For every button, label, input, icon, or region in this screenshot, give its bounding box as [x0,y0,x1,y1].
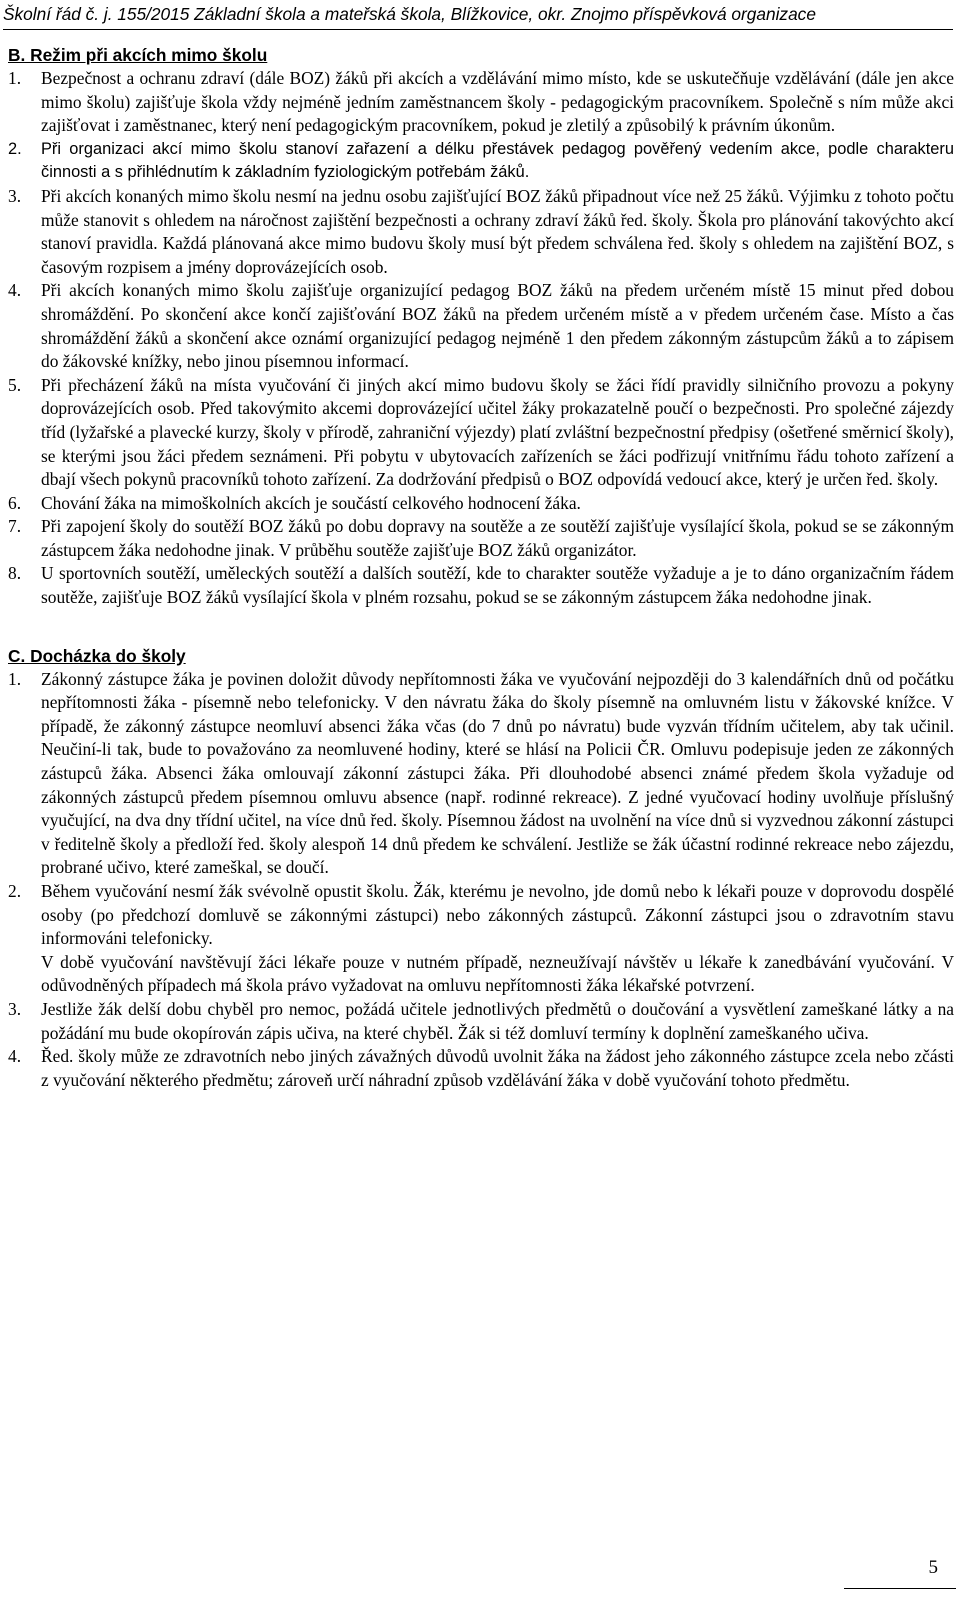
item-number: 2. [8,139,22,158]
item-text: Zákonný zástupce žáka je povinen doložit důvody nepřítomnosti žáka ve vyučování nejpozději do 3 kalendářních dnů od počátku nepřítomnosti žáka - písemně nebo telefonicky. V den návratu žáka do školy písemně na omluvném listu v žákovské knížce. V případě, že zákonný zástupce neomluví absenci žáka včas (do 7 dnů po návratu) bude vyzván třídním učitelem, aby tak učinil. Neučiní-li tak, bude to považováno za neomluvené hodiny, které se hlásí na Policii ČR. Omluvu podepisuje jeden ze zákonných zástupců žáka. Absenci žáka omlouvají zákonní zástupci žáka. Při dlouhodobé absenci známé předem škola vyžaduje od zákonných zástupců předem písemnou omluvu absence (např. rodinné rekreace). Z jedné vyučovací hodiny uvolňuje příslušný vyučující, na dva dny třídní učitel, na více dnů řed. školy. Písemnou žádost na uvolnění na více dnů si vyzvednou zákonní zástupci v ředitelně školy a předloží řed. školy alespoň 14 dnů předem ke schválení. Jestliže se žák účastní rodinné rekreace nebo zájezdu, probrané učivo, které zameškal, se doučí. [41,668,954,878]
item-text: Při organizaci akcí mimo školu stanoví zařazení a délku přestávek pedagog pověřený vedením akce, podle charakteru činnosti a s přihlédnutím k základním fyziologickým potřebám žáků. [41,139,954,182]
running-header: Školní řád č. j. 155/2015 Základní škola a mateřská škola, Blížkovice, okr. Znojmo příspěvková organizace [3,3,953,30]
item-number: 1. [8,668,22,689]
list-item [8,880,954,998]
list-item [8,492,954,516]
item-text: Chování žáka na mimoškolních akcích je součástí celkového hodnocení žáka. [41,492,581,513]
item-number: 3. [8,185,22,206]
section-c-list [8,668,954,1093]
item-number: 7. [8,516,22,537]
item-text: Řed. školy může ze zdravotních nebo jiných závažných důvodů uvolnit žáka na žádost jeho zákonného zástupce zcela nebo zčásti z vyučování některého předmětu; zároveň určí náhradní způsob vzdělávání žáka v době vyučování tohoto předmětu. [41,1046,954,1090]
item-number: 5. [8,374,22,395]
item-number: 4. [8,1046,22,1067]
item-text: Bezpečnost a ochranu zdraví (dále BOZ) žáků při akcích a vzdělávání mimo místo, kde se uskutečňuje vzdělávání (dále jen akce mimo školu) zajišťuje škola vždy nejméně jedním zaměstnancem školy - pedagogickým pracovníkem. Společně s ním může akci zajišťovat i zaměstnanec, který není pedagogickým pracovníkem, pokud je zletilý a způsobilý k právním úkonům. [41,68,954,136]
item-number: 6. [8,492,22,513]
list-item [8,1045,954,1092]
item-text: Při přecházení žáků na místa vyučování či jiných akcí mimo budovu školy se žáci řídí pravidly silničního provozu a pokyny doprovázejících osob. Před takovýmito akcemi doprovázející učitel žáky prokazatelně poučí o bezpečnosti. Pro společné zájezdy tříd (lyžařské a plavecké kurzy, školy v přírodě, zahraniční výjezdy) platí zvláštní bezpečnostní předpisy (ošetřené směrnicí školy), se kterými jsou žáci předem seznámeni. Při pobytu v ubytovacích zařízeních se žáci podřizují vnitřnímu řádu tohoto zařízení a dbají všech pokynů pracovníků tohoto zařízení. Za dodržování předpisů o BOZ odpovídá vedoucí akce, který je určen řed. školy. [41,374,954,490]
list-item [8,67,954,138]
item-number: 3. [8,998,22,1019]
section-b-title: B. Režim při akcích mimo školu [8,45,268,65]
page-number: 5 [928,1557,938,1578]
item-text: Během vyučování nesmí žák svévolně opustit školu. Žák, kterému je nevolno, jde domů nebo k lékaři pouze v doprovodu dospělé osoby (po předchozí domluvě se zákonnými zástupci) nebo zákonných zástupců. Zákonní zástupci jsou o zdravotním stavu informováni telefonicky. [41,881,954,949]
list-item [8,185,954,279]
item-text: Při akcích konaných mimo školu nesmí na jednu osobu zajišťující BOZ žáků připadnout více než 25 žáků. Výjimku z tohoto počtu může stanovit s ohledem na náročnost zajištění bezpečnosti a ochrany zdraví žáků řed. školy. Škola pro plánování takovýchto akcí stanoví pravidla. Každá plánovaná akce mimo budovu školy musí být předem schválena řed. školy s ohledem na zajištění BOZ, s časovým rozpisem a jmény doprovázejících osob. [41,185,954,277]
list-item [8,668,954,880]
list-item [8,374,954,492]
item-text: Při zapojení školy do soutěží BOZ žáků po dobu dopravy na soutěže a ze soutěží zajišťuje vysílající škola, pokud se se zákonným zástupcem žáka nedohodne jinak. V průběhu soutěže zajišťuje BOZ žáků organizátor. [41,516,954,560]
item-number: 4. [8,280,22,301]
item-text: Jestliže žák delší dobu chyběl pro nemoc, požádá učitele jednotlivých předmětů o doučování a vysvětlení zameškané látky a na požádání mu bude okopírován zápis učiva, na které chyběl. Žák si též domluví termíny k doplnění zameškaného učiva. [41,998,954,1043]
list-item [8,515,954,562]
list-item [8,562,954,609]
page-number-rule [844,1588,956,1589]
item-number: 1. [8,68,22,88]
section-b-list [8,67,954,610]
list-item [8,998,954,1045]
document-body [8,44,954,1092]
item-number: 8. [8,563,22,584]
item-text-continued: V době vyučování navštěvují žáci lékaře pouze v nutném případě, nezneužívají návštěv u lékaře k zanedbávání vyučování. V odůvodněných případech má škola právo vyžadovat na omluvu nepřítomnosti žáka lékařské potvrzení. [41,951,954,996]
item-number: 2. [8,881,22,901]
item-text: U sportovních soutěží, uměleckých soutěží a dalších soutěží, kde to charakter soutěže vyžaduje a je to dáno organizačním řádem soutěže, zajišťuje BOZ žáků vysílající škola v plném rozsahu, pokud se se zákonným zástupcem žáka nedohodne jinak. [41,563,954,608]
section-c-title: C. Docházka do školy [8,645,186,666]
item-text: Při akcích konaných mimo školu zajišťuje organizující pedagog BOZ žáků na předem určeném místě 15 minut před dobou shromáždění. Po skončení akce končí zajišťování BOZ žáků na předem určeném místě a v předem určeném čase. Místo a čas shromáždění žáků a skončení akce oznámí organizující pedagog nejméně 1 den předem zákonným zástupcům žáků a to zápisem do žákovské knížky, nebo jinou písemnou informací. [41,280,954,372]
list-item [8,138,954,185]
list-item [8,279,954,373]
